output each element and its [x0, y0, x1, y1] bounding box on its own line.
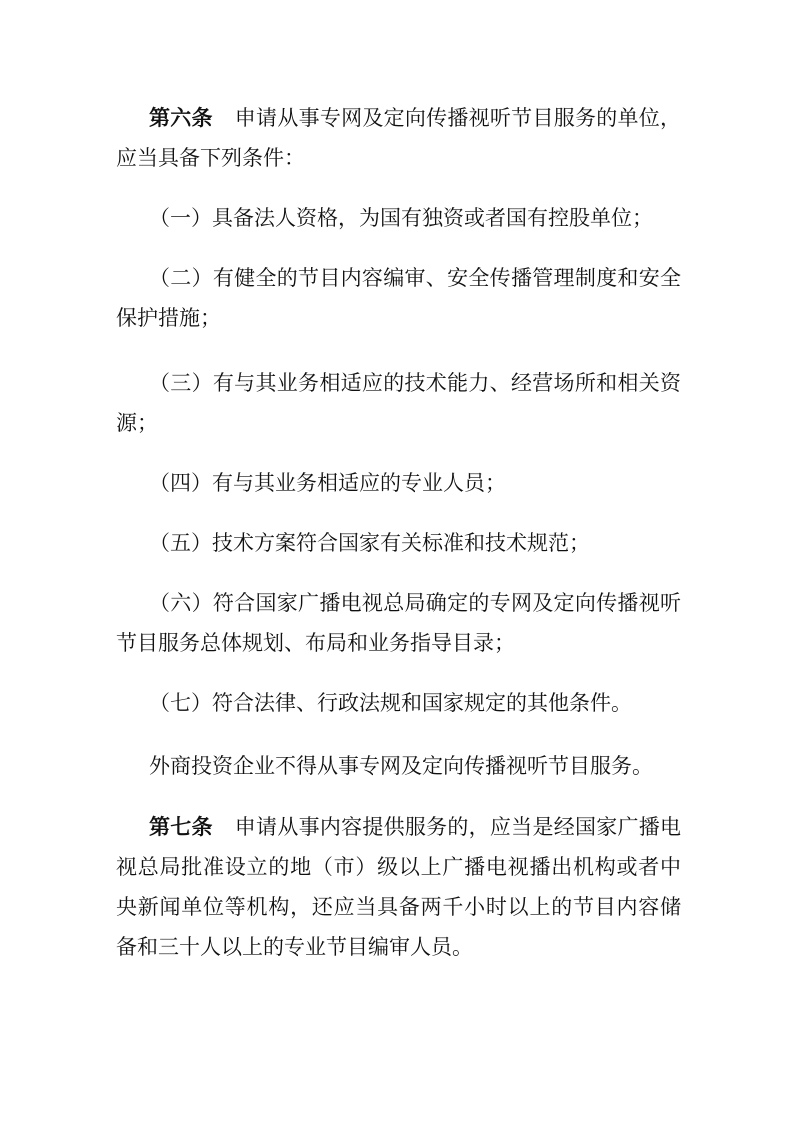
article-6-text: 申请从事专网及定向传播视听节目服务的单位， — [234, 106, 682, 130]
item-7: （七）符合法律、行政法规和国家规定的其他条件。 — [149, 691, 632, 715]
article-7-text: 申请从事内容提供服务的，应当是经国家广播电 — [234, 815, 682, 839]
item-6: （六）符合国家广播电视总局确定的专网及定向传播视听 — [149, 591, 681, 615]
item-2-cont: 保护措施； — [116, 306, 221, 330]
foreign-investment-clause: 外商投资企业不得从事专网及定向传播视听节目服务。 — [149, 754, 653, 778]
item-5: （五）技术方案符合国家有关标准和技术规范； — [149, 531, 590, 555]
article-7-line-3: 央新闻单位等机构，还应当具备两千小时以上的节目内容储 — [116, 895, 681, 919]
article-6-line-2: 应当具备下列条件： — [116, 146, 305, 170]
article-7-line-1 — [149, 814, 681, 840]
item-2: （二）有健全的节目内容编审、安全传播管理制度和安全 — [149, 266, 681, 290]
article-6-line-1 — [149, 105, 681, 131]
item-3: （三）有与其业务相适应的技术能力、经营场所和相关资 — [149, 371, 681, 395]
item-1: （一）具备法人资格，为国有独资或者国有控股单位； — [149, 206, 653, 230]
item-4: （四）有与其业务相适应的专业人员； — [149, 471, 506, 495]
item-3-cont: 源； — [116, 411, 158, 435]
article-7-heading: 第七条 — [149, 815, 213, 839]
item-6-cont: 节目服务总体规划、布局和业务指导目录； — [116, 631, 515, 655]
article-7-line-4: 备和三十人以上的专业节目编审人员。 — [116, 935, 473, 959]
article-6-heading: 第六条 — [149, 106, 213, 130]
article-7-line-2: 视总局批准设立的地（市）级以上广播电视播出机构或者中 — [116, 855, 681, 879]
